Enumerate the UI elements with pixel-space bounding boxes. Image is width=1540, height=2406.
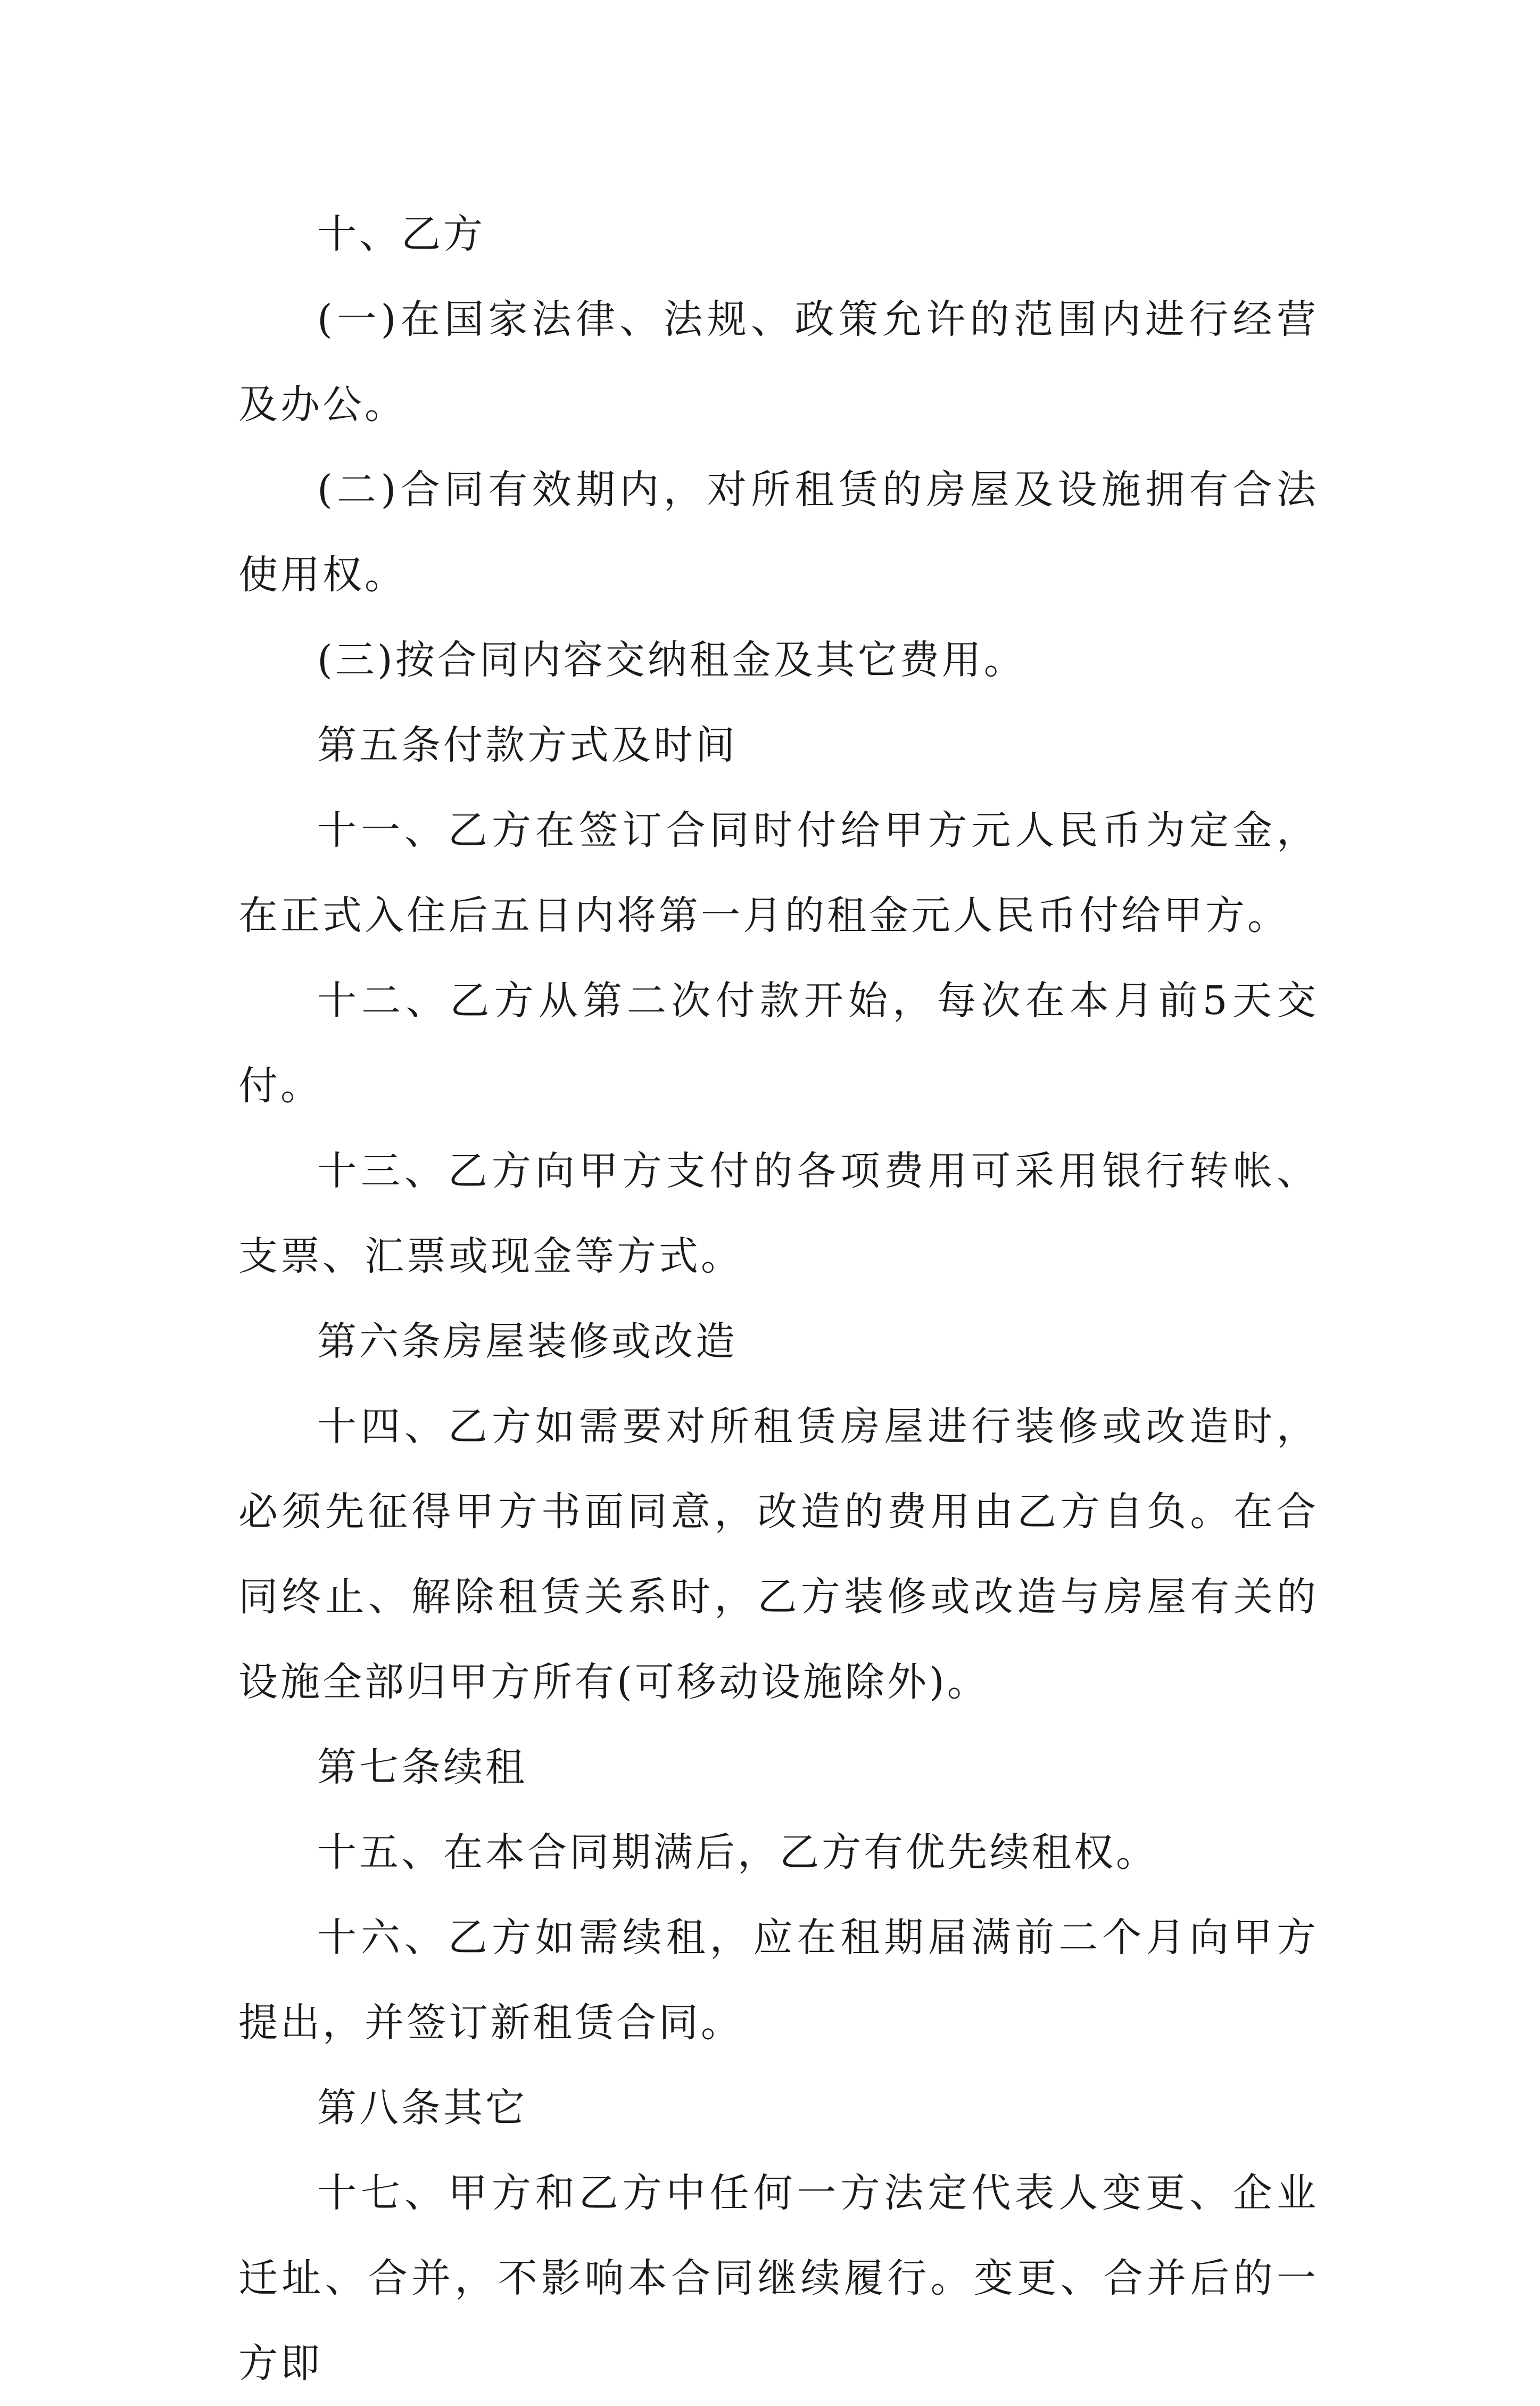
clause-paragraph: (一)在国家法律、法规、政策允许的范围内进行经营及办公。 (238, 296, 1319, 427)
section-heading-party-b: 十、乙方 (317, 211, 485, 257)
document-body (238, 192, 1319, 2406)
clause-paragraph: 十六、乙方如需续租，应在租期届满前二个月向甲方提出，并签订新租赁合同。 (238, 1915, 1319, 2046)
article-heading-payment: 第五条付款方式及时间 (317, 722, 738, 768)
clause-paragraph: 十三、乙方向甲方支付的各项费用可采用银行转帐、支票、汇票或现金等方式。 (238, 1148, 1319, 1279)
clause-paragraph: 十七、甲方和乙方中任何一方法定代表人变更、企业迁址、合并，不影响本合同继续履行。变更、合并后的一方即 (238, 2170, 1319, 2386)
clause-paragraph: 十一、乙方在签订合同时付给甲方元人民币为定金，在正式入住后五日内将第一月的租金元人民币付给甲方。 (238, 808, 1319, 938)
clause-paragraph: 十二、乙方从第二次付款开始，每次在本月前5天交付。 (238, 978, 1319, 1109)
article-heading-renewal: 第七条续租 (317, 1744, 527, 1790)
clause-paragraph: 十五、在本合同期满后，乙方有优先续租权。 (317, 1830, 1158, 1875)
clause-paragraph: (三)按合同内容交纳租金及其它费用。 (317, 637, 1026, 683)
clause-paragraph: (二)合同有效期内，对所租赁的房屋及设施拥有合法使用权。 (238, 467, 1319, 598)
article-heading-renovation: 第六条房屋装修或改造 (317, 1319, 738, 1364)
clause-paragraph: 十四、乙方如需要对所租赁房屋进行装修或改造时，必须先征得甲方书面同意，改造的费用由乙方自负。在合同终止、解除租赁关系时，乙方装修或改造与房屋有关的设施全部归甲方所有(可移动设施除外)。 (238, 1404, 1319, 1705)
article-heading-other: 第八条其它 (317, 2085, 527, 2131)
